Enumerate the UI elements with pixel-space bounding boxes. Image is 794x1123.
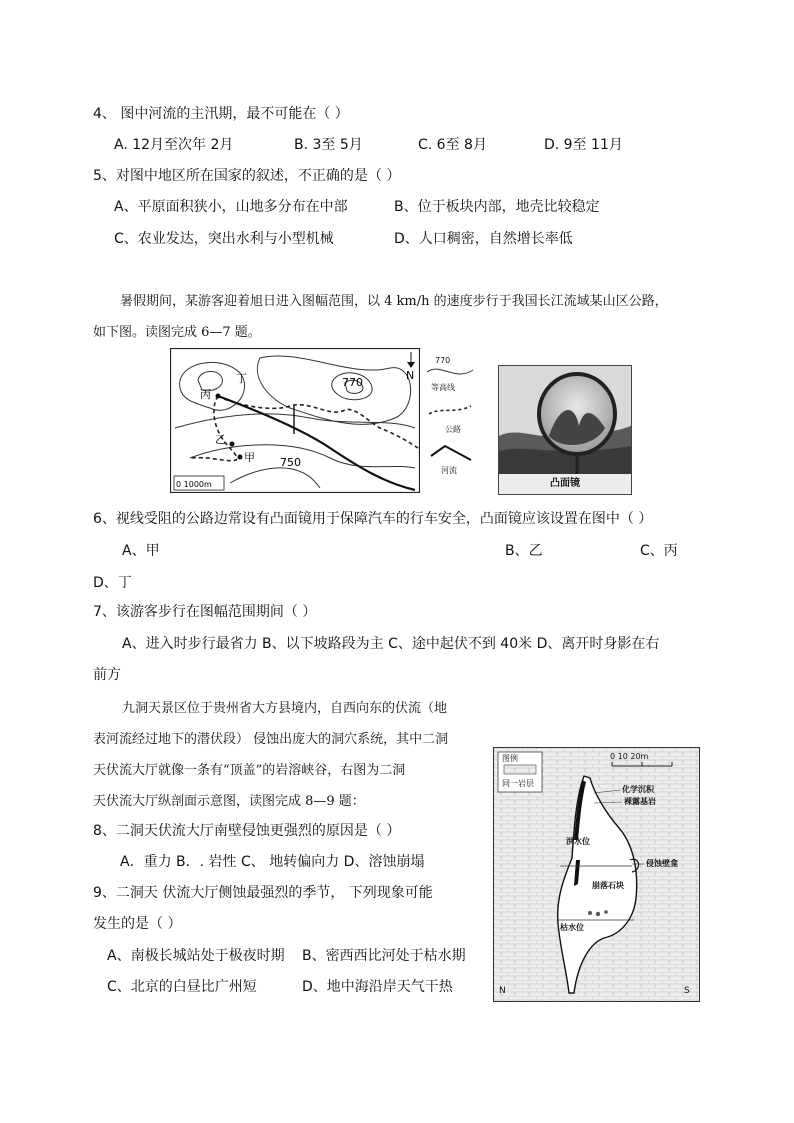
contour-map — [170, 348, 420, 493]
map-label-ding: 丁 — [236, 372, 247, 385]
q9-stem-line2: 发生的是（ ） — [93, 916, 182, 932]
legend-road-label: 公路 — [445, 425, 461, 434]
q5-stem: 5、对图中地区所在国家的叙述，不正确的是（ ） — [93, 168, 401, 184]
map-label-750: 750 — [280, 456, 301, 469]
map-scale: 0 1000m — [176, 480, 212, 489]
q4-stem: 4、 图中河流的主汛期，最不可能在（ ） — [93, 106, 349, 122]
q5-option-d: D、人口稠密，自然增长率低 — [394, 231, 573, 247]
cave-label-flood: 洪水位 — [566, 837, 590, 846]
cave-legend-title: 图例 — [502, 754, 518, 763]
q4-option-d: D. 9至 11月 — [544, 137, 623, 153]
q4-option-c: C. 6至 8月 — [418, 137, 487, 153]
legend-contour-value: 770 — [435, 356, 451, 365]
map-label-yi: 乙 — [215, 433, 226, 446]
map-label-770: 770 — [342, 376, 363, 389]
q4-option-b: B. 3至 5月 — [294, 137, 363, 153]
intro2-line3: 天伏流大厅就像一条有“顶盖”的岩溶峡谷，右图为二洞 — [93, 763, 406, 778]
q6-option-d: D、丁 — [93, 575, 132, 591]
intro1-line1: 暑假期间，某游客迎着旭日进入图幅范围，以 4 km/h 的速度步行于我国长江流域某山区公路， — [120, 294, 668, 309]
map-north: N — [406, 369, 415, 382]
q9-option-c: C、北京的白昼比广州短 — [107, 979, 257, 995]
q7-stem: 7、该游客步行在图幅范围期间（ ） — [93, 604, 317, 620]
cave-label-chem: 化学沉积 — [622, 785, 654, 794]
legend-contour-label: 等高线 — [431, 383, 455, 392]
q6-option-c: C、丙 — [640, 543, 678, 559]
q5-option-b: B、位于板块内部，地壳比较稳定 — [394, 199, 600, 215]
intro2-line4: 天伏流大厅纵剖面示意图，读图完成 8—9 题： — [93, 794, 365, 809]
q7-options-line1: A、进入时步行最省力 B、以下坡路段为主 C、途中起伏不到 40米 D、离开时身影在右 — [122, 636, 660, 652]
q9-option-d: D、地中海沿岸天气干热 — [302, 979, 453, 995]
q6-stem: 6、视线受阻的公路边常设有凸面镜用于保障汽车的行车安全，凸面镜应该设置在图中（ ） — [93, 511, 653, 527]
q9-stem-line1: 9、二洞天 伏流大厅侧蚀最强烈的季节， 下列现象可能 — [93, 885, 433, 901]
q5-option-a: A、平原面积狭小，山地多分布在中部 — [114, 199, 348, 215]
intro2-line1: 九洞天景区位于贵州省大方县境内，自西向东的伏流（地 — [122, 701, 448, 716]
q8-options: A．重力 B．. 岩性 C、 地转偏向力 D、溶蚀崩塌 — [120, 854, 425, 870]
cave-legend-item: 同一岩层 — [502, 779, 534, 788]
q6-option-b: B、乙 — [505, 543, 543, 559]
cave-south: S — [684, 986, 690, 996]
q5-option-c: C、农业发达，突出水利与小型机械 — [114, 231, 334, 247]
photo-caption: 凸面镜 — [499, 474, 631, 494]
cave-label-niche: 侵蚀壁龛 — [646, 859, 678, 868]
q9-option-a: A、南极长城站处于极夜时期 — [107, 948, 285, 964]
cave-scale: 0 10 20m — [610, 752, 649, 761]
map-label-jia: 甲 — [244, 451, 255, 464]
cave-label-bare: 裸露基岩 — [624, 797, 656, 806]
cave-north: N — [499, 986, 506, 996]
q6-option-a: A、甲 — [122, 543, 160, 559]
q7-options-line2: 前方 — [93, 667, 121, 683]
map-label-bing: 丙 — [200, 388, 211, 401]
legend-river-label: 河流 — [441, 466, 457, 475]
cave-label-low: 枯水位 — [560, 923, 584, 932]
intro2-line2: 表河流经过地下的潜伏段） 侵蚀出庞大的洞穴系统，其中二洞 — [93, 732, 449, 747]
convex-mirror-photo — [498, 365, 632, 495]
q9-option-b: B、密西西比河处于枯水期 — [302, 948, 466, 964]
cave-label-rock: 崩落石块 — [592, 881, 624, 890]
q4-option-a: A. 12月至次年 2月 — [114, 137, 234, 153]
intro1-line2: 如下图。读图完成 6—7 题。 — [93, 325, 261, 340]
q8-stem: 8、二洞天伏流大厅南壁侵蚀更强烈的原因是（ ） — [93, 823, 401, 839]
cave-section-figure — [493, 747, 700, 1002]
map-legend — [425, 352, 487, 484]
